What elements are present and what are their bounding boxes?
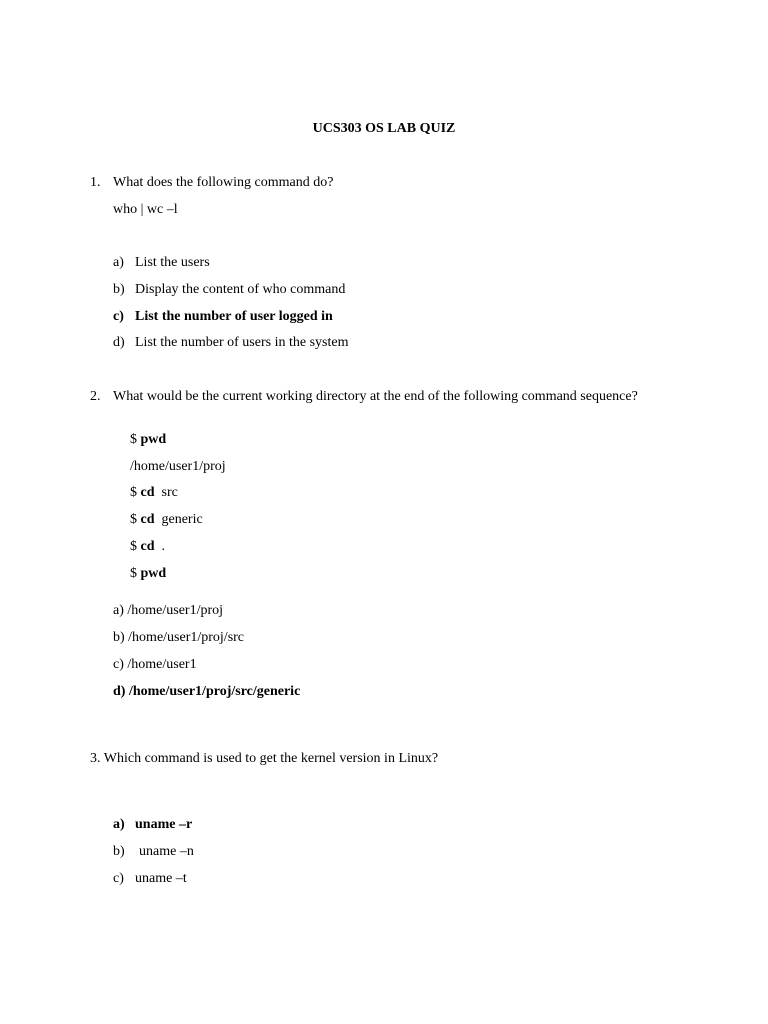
question-2-text: What would be the current working directory at the end of the following command sequence? bbox=[113, 389, 638, 404]
question-1-command: who | wc –l bbox=[113, 202, 178, 217]
q2-command-line bbox=[116, 550, 166, 598]
command-prompt: $ bbox=[130, 539, 137, 554]
q3-option-b-text: uname –n bbox=[139, 844, 194, 859]
command-name: cd bbox=[140, 539, 155, 554]
command-prompt: $ bbox=[130, 566, 137, 581]
page-title: UCS303 OS LAB QUIZ bbox=[312, 121, 456, 136]
q3-option-b-letter: b) bbox=[113, 844, 125, 859]
command-name: cd bbox=[140, 512, 155, 527]
command-prompt: $ bbox=[130, 512, 137, 527]
q2-option-a: a) /home/user1/proj bbox=[113, 603, 224, 618]
question-3-text: 3. Which command is used to get the kernel version in Linux? bbox=[90, 751, 439, 766]
q1-option-a-letter: a) bbox=[113, 255, 124, 270]
q3-option-c-letter: c) bbox=[113, 871, 124, 886]
q2-option-c: c) /home/user1 bbox=[113, 657, 197, 672]
q1-option-a-text: List the users bbox=[135, 255, 210, 270]
command-argument: . bbox=[161, 539, 165, 554]
command-prompt: $ bbox=[130, 432, 137, 447]
command-name: cd bbox=[140, 485, 155, 500]
command-argument: generic bbox=[161, 512, 203, 527]
q2-option-d: d) /home/user1/proj/src/generic bbox=[113, 684, 301, 699]
q3-option-a-text: uname –r bbox=[135, 817, 193, 832]
q2-option-b: b) /home/user1/proj/src bbox=[113, 630, 245, 645]
q1-option-b-text: Display the content of who command bbox=[135, 282, 346, 297]
command-argument: src bbox=[161, 485, 178, 500]
q1-option-c-letter: c) bbox=[113, 309, 124, 324]
q1-option-d-text: List the number of users in the system bbox=[135, 335, 349, 350]
question-1-number: 1. bbox=[90, 175, 101, 190]
q1-option-d-letter: d) bbox=[113, 335, 125, 350]
q3-option-c-text: uname –t bbox=[135, 871, 187, 886]
q1-option-c-text: List the number of user logged in bbox=[135, 309, 333, 324]
question-1-text: What does the following command do? bbox=[113, 175, 334, 190]
q1-option-b-letter: b) bbox=[113, 282, 125, 297]
command-name: pwd bbox=[140, 432, 167, 447]
question-2-number: 2. bbox=[90, 389, 101, 404]
command-output-text: /home/user1/proj bbox=[130, 459, 226, 474]
command-name: pwd bbox=[140, 566, 167, 581]
q3-option-a-letter: a) bbox=[113, 817, 125, 832]
command-prompt: $ bbox=[130, 485, 137, 500]
